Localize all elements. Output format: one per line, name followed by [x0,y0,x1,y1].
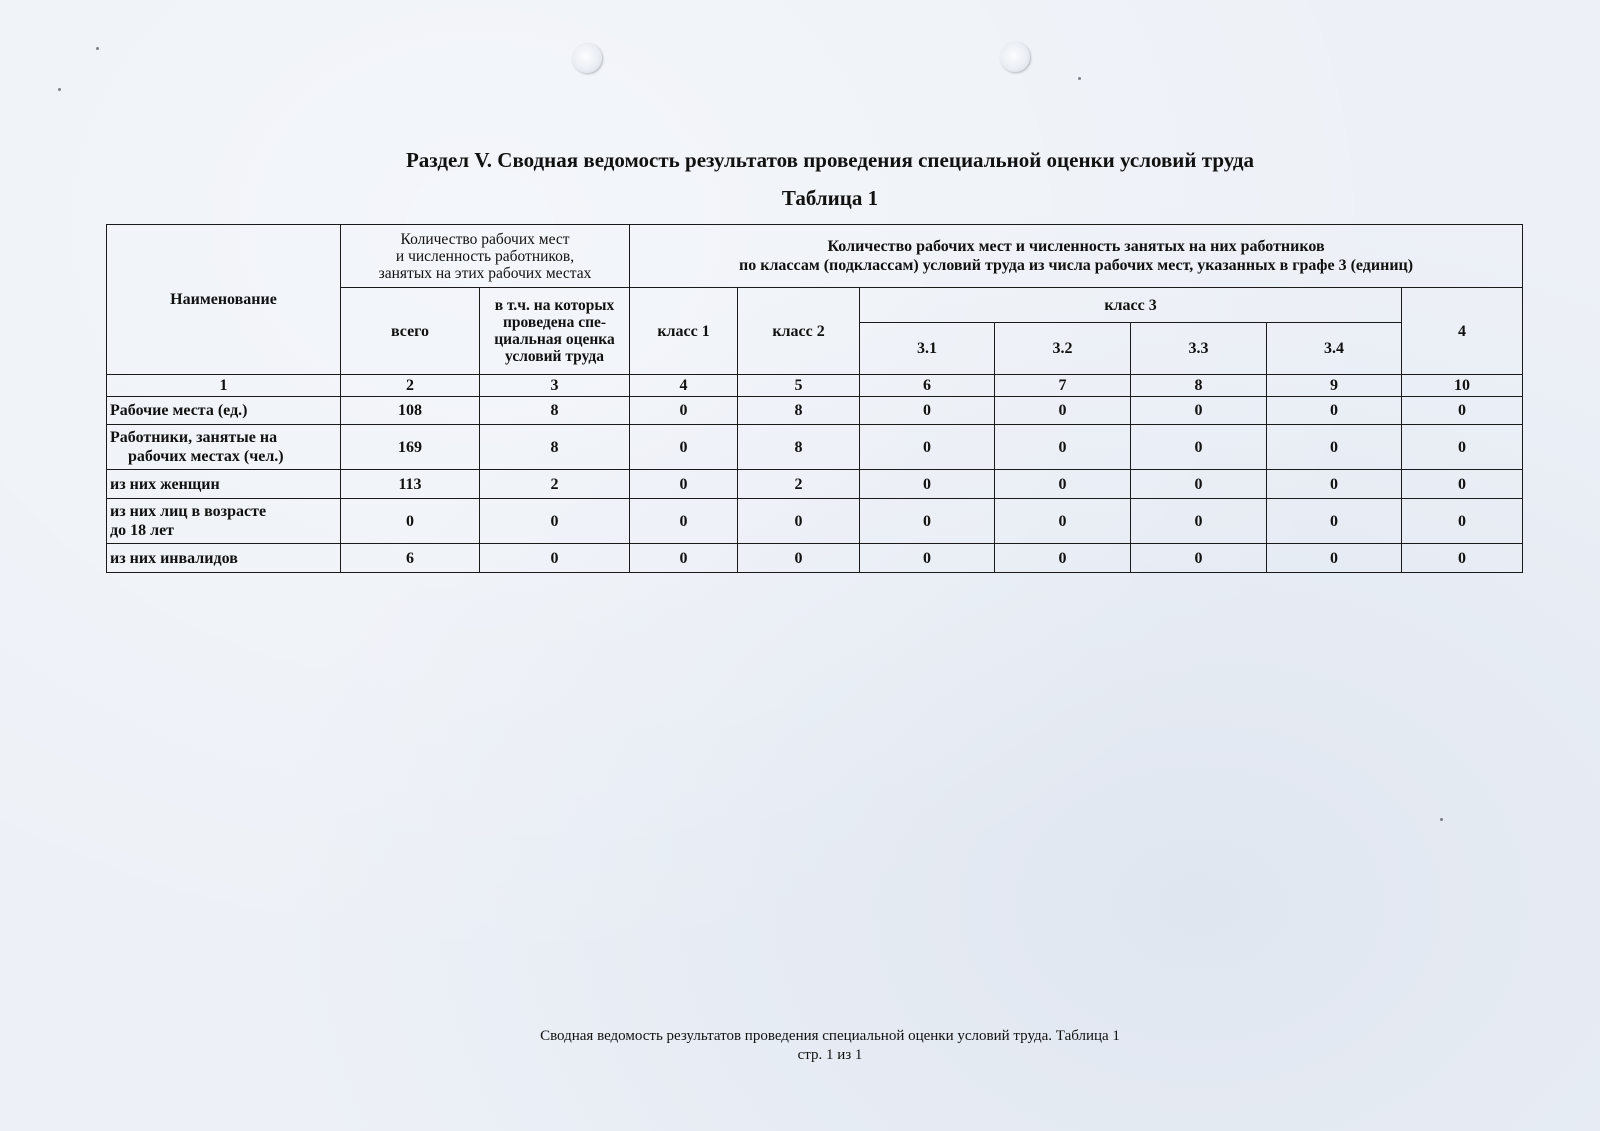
row-label-line1: Рабочие места (ед.) [110,402,248,419]
scan-speck [1078,77,1081,80]
assessed-line2: проведена спе- [502,314,607,331]
table-cell: 8 [738,425,860,470]
column-number: 4 [630,375,738,397]
assessed-line1: в т.ч. на которых [494,297,615,314]
table-cell: 113 [341,470,480,499]
header-class3 [860,288,1402,323]
classes-group-line2: по классам (подклассам) условий труда из числа рабочих мест, указанных в графе 3 (единиц) [739,257,1414,274]
table-row-workers [107,425,1523,470]
classes-group-line1: Количество рабочих мест и численность занятых на них работников [827,238,1325,255]
table-cell: 0 [1267,544,1402,573]
table-caption: Таблица 1 [781,186,879,210]
table-cell: 8 [480,397,630,425]
header-class4-text: 4 [1458,322,1467,340]
column-number: 2 [341,375,480,397]
column-number: 7 [995,375,1131,397]
table-cell: 169 [341,425,480,470]
table-cell: 0 [860,425,995,470]
header-class3-text: класс 3 [1104,296,1157,314]
column-number: 1 [107,375,341,397]
table-cell: 0 [1402,397,1523,425]
row-label [107,499,341,544]
table-cell: 0 [995,470,1131,499]
table-cell: 0 [860,499,995,544]
column-number: 9 [1267,375,1402,397]
column-number: 6 [860,375,995,397]
header-sub-3-3: 3.3 [1131,323,1267,375]
table-cell: 0 [1267,499,1402,544]
table-cell: 0 [341,499,480,544]
table-cell: 0 [1131,470,1267,499]
header-name [107,225,341,375]
table-cell: 0 [1402,470,1523,499]
table-row-women [107,470,1523,499]
count-group-line2: и численность работников, [395,247,575,265]
row-label-line1: из них лиц в возрасте [110,503,267,520]
table-cell: 6 [341,544,480,573]
row-label-line2: рабочих местах (чел.) [128,448,284,465]
row-label [107,544,341,573]
page-number: стр. 1 из 1 [797,1047,863,1063]
header-row-1 [107,225,1523,288]
table-cell: 0 [995,544,1131,573]
header-name-text: Наименование [170,291,277,308]
table-cell: 0 [630,544,738,573]
row-label [107,397,341,425]
document-title: Раздел V. Сводная ведомость результатов проведения специальной оценки условий труда [405,148,1255,172]
count-group-line1: Количество рабочих мест [400,230,570,248]
table-cell: 0 [630,397,738,425]
row-label [107,425,341,470]
table-cell: 0 [630,425,738,470]
header-class1 [630,288,738,375]
table-cell: 0 [995,397,1131,425]
table-cell: 0 [1267,397,1402,425]
header-class2 [738,288,860,375]
assessed-line3: циальная оценка [494,331,615,348]
table-cell: 0 [995,425,1131,470]
row-label [107,470,341,499]
column-number: 3 [480,375,630,397]
column-number: 10 [1402,375,1523,397]
table-cell: 0 [1267,470,1402,499]
table-cell: 0 [1131,397,1267,425]
table-row-minors [107,499,1523,544]
row-label-line1: из них женщин [110,475,220,493]
header-class4 [1402,288,1523,375]
table-cell: 0 [480,544,630,573]
table-cell: 0 [1402,544,1523,573]
summary-table [106,224,1523,573]
row-label-line1: Работники, занятые на [110,429,278,446]
header-sub-3-4: 3.4 [1267,323,1402,375]
table-cell: 0 [1131,544,1267,573]
scan-speck [58,88,61,91]
row-label-line2: до 18 лет [110,522,175,539]
header-classes-group [630,225,1523,288]
assessed-line4: условий труда [505,348,604,365]
table-cell: 8 [738,397,860,425]
table-cell: 0 [1267,425,1402,470]
header-total [341,288,480,375]
table-cell: 0 [630,470,738,499]
header-assessed [480,288,630,375]
table-cell: 2 [480,470,630,499]
table-row-disabled [107,544,1523,573]
table-cell: 0 [860,470,995,499]
column-number: 8 [1131,375,1267,397]
table-cell: 0 [738,499,860,544]
table-cell: 0 [1402,499,1523,544]
footer-caption: Сводная ведомость результатов проведения специальной оценки условий труда. Таблица 1 [540,1028,1120,1044]
column-number: 5 [738,375,860,397]
row-label-line1: из них инвалидов [110,549,238,567]
column-numbers-row [107,375,1523,397]
table-cell: 2 [738,470,860,499]
table-cell: 0 [860,544,995,573]
header-total-text: всего [390,322,430,340]
scan-speck [96,47,99,50]
table-row-workplaces [107,397,1523,425]
table-cell: 0 [1131,425,1267,470]
table-cell: 0 [480,499,630,544]
page-footer [0,1027,1600,1065]
table-cell: 8 [480,425,630,470]
header-sub-3-1: 3.1 [860,323,995,375]
punch-hole-left [572,43,602,73]
header-count-group [341,225,630,288]
count-group-line3: занятых на этих рабочих местах [378,264,592,282]
scan-speck [1440,818,1443,821]
table-cell: 108 [341,397,480,425]
table-cell: 0 [630,499,738,544]
header-sub-3-2: 3.2 [995,323,1131,375]
header-class1-text: класс 1 [657,322,710,340]
header-class2-text: класс 2 [772,322,825,340]
table-cell: 0 [995,499,1131,544]
table-cell: 0 [860,397,995,425]
table-cell: 0 [738,544,860,573]
table-cell: 0 [1402,425,1523,470]
table-cell: 0 [1131,499,1267,544]
punch-hole-right [1000,42,1030,72]
